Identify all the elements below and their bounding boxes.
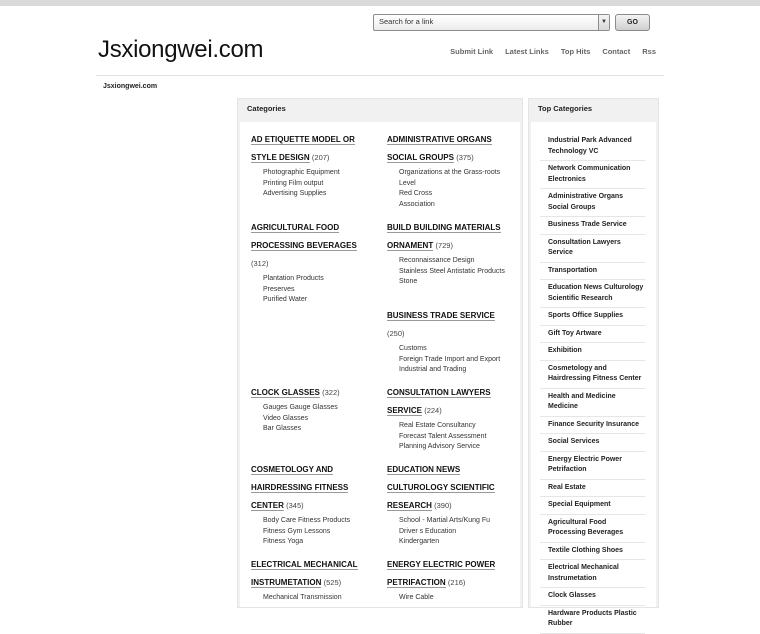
subcategory-link[interactable]: Organizations at the Grass-roots Level: [399, 169, 501, 187]
category-count: (525): [323, 578, 342, 587]
top-nav: [438, 47, 656, 56]
top-category-link[interactable]: Finance Security Insurance: [540, 417, 645, 435]
subcategory-link[interactable]: Wire Cable: [399, 594, 434, 601]
subcategory-link[interactable]: Preserves: [263, 285, 295, 293]
top-categories-heading: Top Categories: [538, 104, 593, 113]
subcategory-link[interactable]: Customs: [399, 345, 427, 352]
subcategory-link[interactable]: Plantation Products: [263, 275, 324, 282]
category-block: [387, 131, 505, 210]
subcategory-link[interactable]: Advertising Supplies: [263, 190, 327, 198]
subcategory-link[interactable]: Photographic Equipment: [263, 169, 340, 176]
top-strip: [0, 0, 760, 6]
subcategory-link[interactable]: Red Cross: [399, 190, 433, 198]
category-count: (224): [424, 406, 442, 415]
nav-contact[interactable]: Contact: [602, 47, 631, 56]
top-category-link[interactable]: Gift Toy Artware: [540, 326, 645, 344]
top-category-link[interactable]: Hardware Products Plastic Rubber: [540, 606, 645, 634]
top-category-link[interactable]: Transportation: [540, 263, 645, 281]
top-category-link[interactable]: Business Trade Service: [540, 217, 645, 235]
category-link[interactable]: AGRICULTURAL FOOD PROCESSING BEVERAGES: [251, 223, 357, 250]
category-block: [387, 219, 505, 288]
category-count: (375): [456, 153, 474, 162]
categories-heading: Categories: [247, 104, 286, 113]
top-category-link[interactable]: Administrative Organs Social Groups: [540, 189, 645, 217]
category-block: [387, 461, 505, 548]
category-block: [251, 219, 369, 306]
category-count: (322): [322, 388, 340, 397]
subcategory-link[interactable]: School - Martial Arts/Kung Fu: [399, 517, 491, 524]
subcategory-link[interactable]: Forecast Talent Assessment: [399, 432, 487, 440]
header-divider: [96, 75, 664, 76]
nav-top-hits[interactable]: Top Hits: [560, 47, 591, 56]
subcategory-link[interactable]: Planning Advisory Service: [399, 443, 480, 451]
top-category-link[interactable]: Cosmetology and Hairdressing Fitness Center: [540, 361, 645, 389]
subcategory-link[interactable]: Stainless Steel Antistatic Products: [399, 267, 505, 275]
top-category-link[interactable]: Health and Medicine Medicine: [540, 389, 645, 417]
top-category-link[interactable]: Textile Clothing Shoes: [540, 543, 645, 561]
subcategory-link[interactable]: Purified Water: [263, 296, 308, 304]
category-count: (216): [447, 578, 466, 587]
top-category-link[interactable]: Agricultural Food Processing Beverages: [540, 515, 645, 543]
nav-latest-links[interactable]: Latest Links: [505, 47, 549, 56]
breadcrumb[interactable]: Jsxiongwei.com: [103, 83, 158, 90]
subcategory-link[interactable]: Stone: [399, 278, 418, 286]
chevron-down-icon[interactable]: ▼: [598, 15, 609, 30]
top-categories-list: [540, 133, 645, 634]
category-block: [251, 131, 369, 200]
subcategory-link[interactable]: Printing Film output: [263, 179, 324, 187]
top-category-link[interactable]: Clock Glasses: [540, 588, 645, 606]
category-count: (207): [311, 153, 330, 162]
subcategory-link[interactable]: Kindergarten: [399, 538, 440, 546]
top-category-link[interactable]: Industrial Park Advanced Technology VC: [540, 133, 645, 161]
top-category-link[interactable]: Consultation Lawyers Service: [540, 235, 645, 263]
search-placeholder: Search for a link: [379, 17, 434, 26]
category-count: (312): [251, 259, 269, 268]
subcategory-link[interactable]: Association: [399, 200, 435, 208]
category-block: [251, 461, 369, 548]
category-count: (345): [286, 501, 304, 510]
category-link[interactable]: ENERGY ELECTRIC POWER PETRIFACTION: [387, 560, 496, 587]
top-category-link[interactable]: Real Estate: [540, 480, 645, 498]
category-count: (390): [434, 501, 452, 510]
categories-body: [240, 122, 520, 607]
category-block: [387, 384, 505, 453]
search-select[interactable]: [373, 14, 610, 31]
category-block: [251, 556, 369, 604]
top-category-link[interactable]: Special Equipment: [540, 497, 645, 515]
category-link[interactable]: ELECTRICAL MECHANICAL INSTRUMETATION: [251, 560, 358, 587]
subcategory-link[interactable]: Gauges Gauge Glasses: [263, 404, 338, 411]
category-count: (729): [435, 241, 453, 250]
subcategory-link[interactable]: Fitness Gym Lessons: [263, 527, 331, 535]
category-link[interactable]: ADMINISTRATIVE ORGANS SOCIAL GROUPS: [387, 135, 492, 162]
subcategory-link[interactable]: Driver s Education: [399, 527, 457, 535]
subcategory-link[interactable]: Real Estate Consultancy: [399, 422, 476, 429]
nav-submit-link[interactable]: Submit Link: [450, 47, 494, 56]
top-categories-panel: [528, 98, 659, 627]
category-block: [251, 384, 369, 435]
category-block: [387, 556, 505, 604]
subcategory-link[interactable]: Reconnaissance Design: [399, 257, 475, 264]
category-link[interactable]: BUSINESS TRADE SERVICE: [387, 311, 495, 320]
category-link[interactable]: BUILD BUILDING MATERIALS ORNAMENT: [387, 223, 501, 250]
top-category-link[interactable]: Social Services: [540, 434, 645, 452]
category-link[interactable]: AD ETIQUETTE MODEL OR STYLE DESIGN: [251, 135, 355, 162]
top-category-link[interactable]: Education News Culturology Scientific Research: [540, 280, 645, 308]
top-category-link[interactable]: Sports Office Supplies: [540, 308, 645, 326]
top-category-link[interactable]: Exhibition: [540, 343, 645, 361]
subcategory-link[interactable]: Industrial and Trading: [399, 366, 467, 374]
category-count: (250): [387, 329, 405, 338]
top-category-link[interactable]: Energy Electric Power Petrifaction: [540, 452, 645, 480]
category-link[interactable]: CLOCK GLASSES: [251, 388, 320, 397]
subcategory-link[interactable]: Fitness Yoga: [263, 538, 304, 546]
top-categories-body: [531, 122, 656, 627]
subcategory-link[interactable]: Foreign Trade Import and Export: [399, 355, 501, 363]
category-link[interactable]: EDUCATION NEWS CULTUROLOGY SCIENTIFIC RESEARCH: [387, 465, 495, 510]
subcategory-link[interactable]: Body Care Fitness Products: [263, 517, 351, 524]
category-block: [387, 307, 505, 376]
site-title[interactable]: Jsxiongwei.com: [98, 36, 264, 63]
go-button[interactable]: GO: [615, 14, 650, 31]
top-category-link[interactable]: Electrical Mechanical Instrumetation: [540, 560, 645, 588]
subcategory-link[interactable]: Bar Glasses: [263, 425, 302, 433]
categories-panel: [237, 98, 523, 608]
category-link[interactable]: CONSULTATION LAWYERS SERVICE: [387, 388, 491, 415]
nav-rss[interactable]: Rss: [642, 47, 656, 56]
subcategory-link[interactable]: Mechanical Transmission: [263, 594, 342, 601]
category-link[interactable]: COSMETOLOGY AND HAIRDRESSING FITNESS CENTER: [251, 465, 349, 510]
top-category-link[interactable]: Network Communication Electronics: [540, 161, 645, 189]
subcategory-link[interactable]: Video Glasses: [263, 414, 309, 422]
